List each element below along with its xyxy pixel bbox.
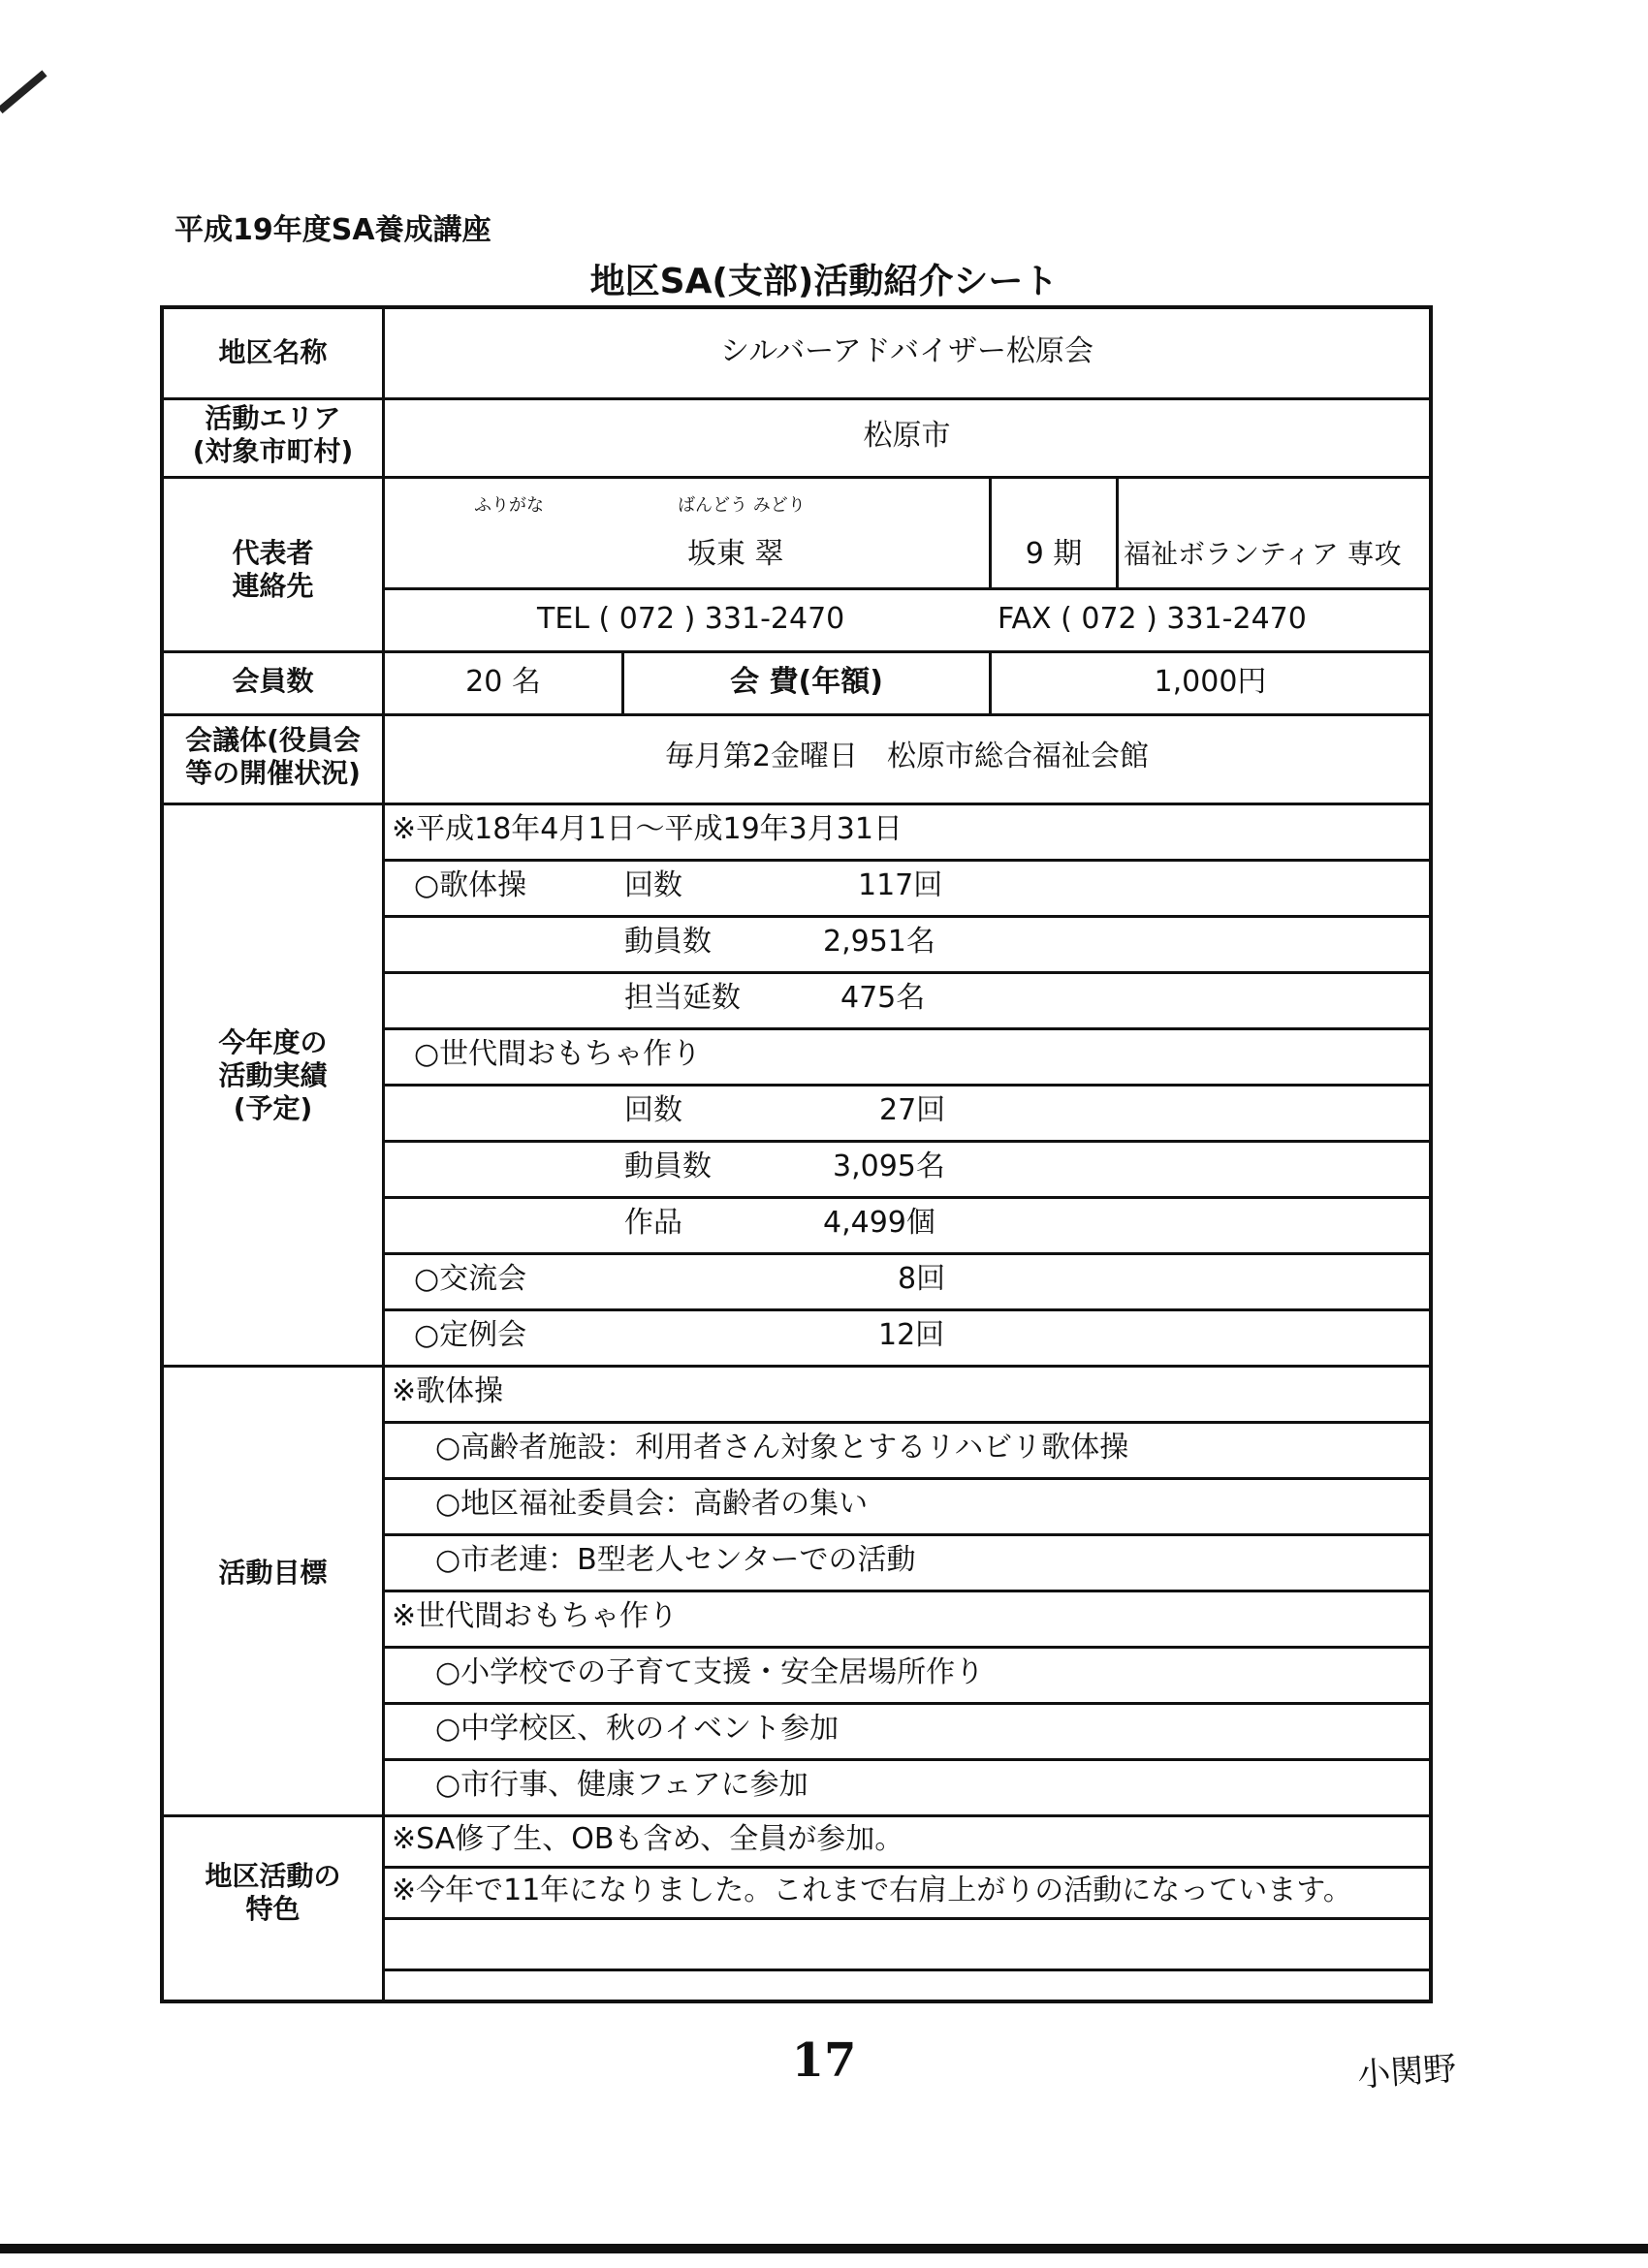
results-singing-staff-label: 担当延数 (624, 981, 741, 1015)
members-value: 20 名 (465, 665, 541, 699)
label-features-line2: 特色 (245, 1893, 301, 1925)
results-exchange-head: ○交流会 (414, 1262, 527, 1296)
row-divider (164, 1365, 1429, 1368)
term-value: 9 期 (1025, 537, 1083, 571)
sheet-title: 地区SA(支部)活動紹介シート (589, 262, 1059, 301)
results-singing-head: ○歌体操 (414, 868, 527, 902)
tel-value: TEL ( 072 ) 331-2470 (537, 602, 845, 636)
label-column-divider (382, 309, 385, 2000)
results-toy-mob-label: 動員数 (624, 1150, 712, 1183)
furigana-value: ばんどう みどり (678, 495, 806, 516)
label-results-line1: 今年度の (218, 1026, 328, 1058)
label-features-line1: 地区活動の (205, 1860, 341, 1892)
results-toy-head: ○世代間おもちゃ作り (414, 1037, 702, 1071)
goal-item: ○市行事、健康フェアに参加 (435, 1768, 808, 1802)
row-divider (164, 1814, 1429, 1817)
row-divider (385, 1590, 1429, 1592)
rep-name-value: 坂東 翠 (687, 537, 784, 571)
label-area-line1: 活動エリア (205, 402, 341, 434)
scan-edge-bar (0, 2244, 1648, 2253)
row-divider (385, 1421, 1429, 1424)
row-divider (385, 971, 1429, 974)
row-divider (164, 397, 1429, 400)
results-toy-count: 27回 (879, 1093, 946, 1127)
label-members: 会員数 (232, 665, 314, 697)
results-singing-mob: 2,951名 (823, 925, 935, 959)
district-name-value: シルバーアドバイザー松原会 (719, 334, 1094, 368)
row-divider (385, 1196, 1429, 1199)
row-divider (385, 1477, 1429, 1480)
results-exchange-count: 8回 (898, 1262, 946, 1296)
major-value: 福祉ボランティア 専攻 (1124, 538, 1402, 570)
row-divider (164, 476, 1429, 479)
fax-value: FAX ( 072 ) 331-2470 (998, 602, 1307, 636)
row-divider (385, 1140, 1429, 1143)
row-divider (385, 1533, 1429, 1536)
results-regular-head: ○定例会 (414, 1318, 527, 1352)
feature-item: ※今年で11年になりました。これまで右肩上がりの活動になっています。 (392, 1874, 1352, 1907)
goal-item: ○地区福祉委員会：高齢者の集い (435, 1487, 869, 1521)
cell-divider (1116, 476, 1119, 587)
row-divider (385, 859, 1429, 862)
row-divider (385, 1308, 1429, 1311)
form-table (160, 305, 1433, 2003)
goal-item: ※世代間おもちゃ作り (392, 1599, 679, 1633)
row-divider (385, 587, 1429, 590)
row-divider (385, 1702, 1429, 1705)
row-divider (385, 1646, 1429, 1649)
row-divider (385, 1252, 1429, 1255)
results-singing-mob-label: 動員数 (624, 925, 712, 959)
results-toy-count-label: 回数 (624, 1093, 682, 1127)
label-meeting-line1: 会議体(役員会 (185, 724, 361, 756)
row-divider (385, 1027, 1429, 1030)
row-divider (385, 1917, 1429, 1920)
results-period: ※平成18年4月1日～平成19年3月31日 (392, 812, 903, 846)
label-results-line2: 活動実績 (218, 1059, 328, 1091)
label-goals: 活動目標 (218, 1557, 328, 1589)
feature-item: ※SA修了生、OBも含め、全員が参加。 (392, 1822, 904, 1856)
label-rep-line1: 代表者 (232, 537, 314, 569)
row-divider (164, 713, 1429, 716)
results-singing-staff: 475名 (840, 981, 926, 1015)
results-toy-mob: 3,095名 (833, 1150, 945, 1183)
label-meeting-line2: 等の開催状況) (185, 757, 361, 789)
row-divider (385, 1758, 1429, 1761)
row-divider (385, 1969, 1429, 1971)
results-regular-count: 12回 (878, 1318, 945, 1352)
scan-artifact (0, 70, 48, 113)
results-singing-count-label: 回数 (624, 868, 682, 902)
course-title: 平成19年度SA養成講座 (174, 213, 491, 247)
handwritten-signature: 小関野 (1355, 2049, 1458, 2095)
label-area-line2: (対象市町村) (192, 435, 354, 467)
results-toy-work: 4,499個 (823, 1206, 935, 1240)
results-toy-work-label: 作品 (624, 1206, 682, 1240)
row-divider (385, 915, 1429, 918)
goal-item: ○市老連：B型老人センターでの活動 (435, 1543, 916, 1577)
row-divider (164, 803, 1429, 805)
fee-label: 会 費(年額) (730, 665, 883, 699)
page-number: 17 (791, 2033, 857, 2088)
goal-item: ※歌体操 (392, 1374, 504, 1408)
meeting-value: 毎月第2金曜日 松原市総合福祉会館 (664, 740, 1150, 773)
furigana-label: ふりがな (474, 495, 544, 516)
label-rep-line2: 連絡先 (232, 570, 314, 602)
label-results-line3: (予定) (233, 1092, 313, 1124)
label-district-name: 地区名称 (218, 336, 328, 368)
results-singing-count: 117回 (858, 868, 943, 902)
goal-item: ○高齢者施設：利用者さん対象とするリハビリ歌体操 (435, 1431, 1129, 1465)
goal-item: ○小学校での子育て支援・安全居場所作り (435, 1655, 985, 1689)
goal-item: ○中学校区、秋のイベント参加 (435, 1712, 840, 1746)
row-divider (164, 650, 1429, 653)
fee-value: 1,000円 (1154, 665, 1267, 699)
area-value: 松原市 (863, 419, 951, 453)
row-divider (385, 1084, 1429, 1087)
row-divider (385, 1866, 1429, 1869)
